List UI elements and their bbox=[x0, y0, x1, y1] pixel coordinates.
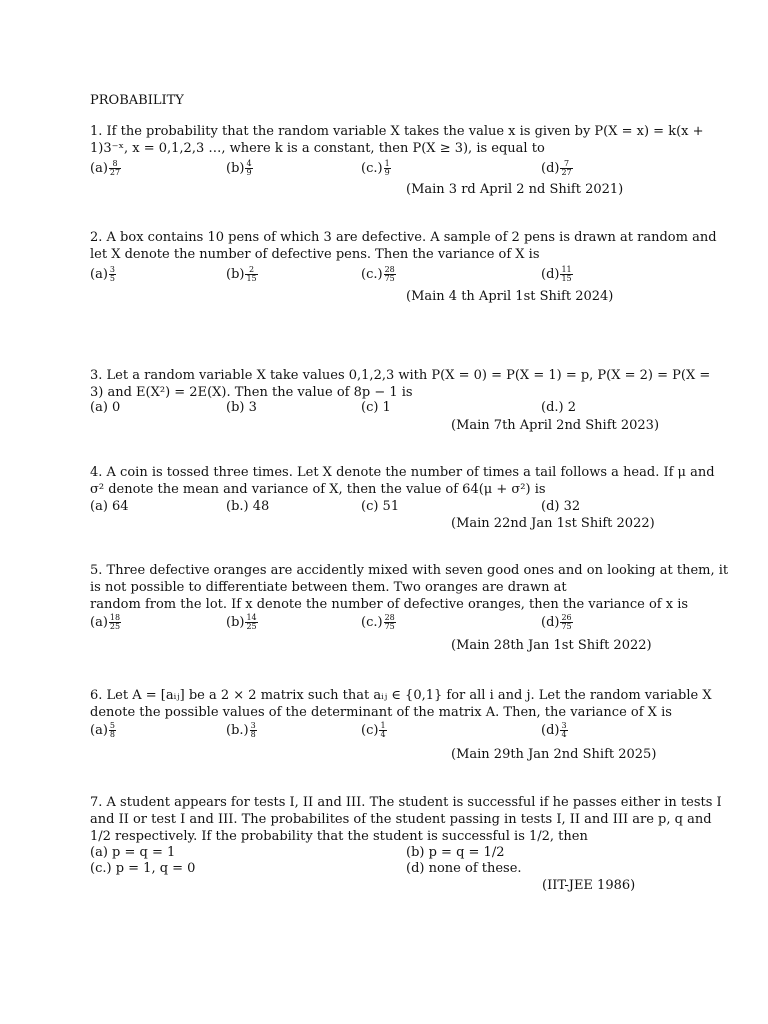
option-label: (c) 51 bbox=[361, 499, 400, 514]
option-label: (b) bbox=[226, 267, 245, 282]
question-1-source: (Main 3 rd April 2 nd Shift 2021) bbox=[406, 182, 624, 197]
question-3-option bbox=[90, 400, 120, 416]
fraction-denominator: 75 bbox=[561, 622, 572, 631]
fraction-denominator: 75 bbox=[384, 274, 395, 283]
option-label: (c) 1 bbox=[361, 400, 391, 415]
question-7-option bbox=[90, 861, 195, 877]
option-label: (a) bbox=[90, 267, 108, 282]
question-2-text-line: let X denote the number of defective pens. Then the variance of X is bbox=[90, 247, 540, 262]
fraction-numerator: 1 bbox=[384, 159, 390, 168]
question-3-text-line: 3) and E(X²) = 2E(X). Then the value of 8p − 1 is bbox=[90, 385, 413, 400]
question-4-option bbox=[361, 499, 399, 515]
option-fraction bbox=[245, 266, 257, 283]
fraction-denominator: 9 bbox=[246, 168, 252, 177]
fraction-denominator: 25 bbox=[246, 622, 257, 631]
fraction-denominator: 4 bbox=[561, 730, 567, 739]
question-4-source: (Main 22nd Jan 1st Shift 2022) bbox=[451, 516, 655, 531]
question-2-option bbox=[541, 266, 573, 283]
fraction-denominator: 27 bbox=[561, 168, 572, 177]
option-fraction bbox=[560, 160, 572, 177]
question-4-text-line: 4. A coin is tossed three times. Let X denote the number of times a tail follows a head. If μ and bbox=[90, 465, 715, 480]
option-fraction bbox=[384, 266, 396, 283]
option-fraction bbox=[245, 160, 252, 177]
option-fraction bbox=[560, 722, 567, 739]
option-fraction bbox=[109, 160, 121, 177]
option-label: (c.) p = 1, q = 0 bbox=[90, 861, 196, 876]
option-label: (a) p = q = 1 bbox=[90, 845, 176, 860]
question-1-text-line: 1. If the probability that the random variable X takes the value x is given by P(X = x) = k(x + bbox=[90, 124, 704, 139]
option-fraction bbox=[560, 266, 572, 283]
question-7-text-line: and II or test I and III. The probabilites of the student passing in tests I, II and III are p, q and bbox=[90, 812, 712, 827]
fraction-numerator: 4 bbox=[246, 159, 252, 168]
option-label: (d) bbox=[541, 267, 560, 282]
option-label: (d) 32 bbox=[541, 499, 581, 514]
option-label: (b.) bbox=[226, 723, 249, 738]
option-label: (c.) bbox=[361, 615, 383, 630]
fraction-numerator: 7 bbox=[560, 160, 572, 169]
fraction-numerator: 3 bbox=[561, 721, 567, 730]
option-fraction bbox=[250, 722, 257, 739]
question-1-option bbox=[226, 160, 253, 177]
option-label: (d) bbox=[541, 161, 560, 176]
question-3-source: (Main 7th April 2nd Shift 2023) bbox=[451, 418, 660, 433]
fraction-denominator: 5 bbox=[109, 274, 115, 283]
question-1-option bbox=[541, 160, 573, 177]
question-4-option bbox=[541, 499, 580, 515]
fraction-numerator: 28 bbox=[384, 613, 395, 622]
option-label: (b) p = q = 1/2 bbox=[406, 845, 505, 860]
question-6-option bbox=[541, 722, 568, 739]
fraction-numerator: 28 bbox=[384, 265, 395, 274]
option-fraction bbox=[109, 266, 116, 283]
option-fraction bbox=[560, 614, 572, 631]
question-2-option bbox=[226, 266, 258, 283]
option-fraction bbox=[379, 722, 386, 739]
option-label: (b) bbox=[226, 161, 245, 176]
option-label: (d.) 2 bbox=[541, 400, 577, 415]
question-1-option bbox=[361, 160, 391, 177]
page-title: PROBABILITY bbox=[90, 93, 184, 108]
question-4-option bbox=[226, 499, 269, 515]
question-6-text-line: 6. Let A = [aᵢⱼ] be a 2 × 2 matrix such that aᵢⱼ ∈ {0,1} for all i and j. Let the random variable X bbox=[90, 688, 712, 703]
option-fraction bbox=[245, 614, 257, 631]
fraction-numerator: 1 bbox=[380, 721, 386, 730]
question-4-text-line: σ² denote the mean and variance of X, then the value of 64(μ + σ²) is bbox=[90, 482, 546, 497]
question-1-text-line: 1)3⁻ˣ, x = 0,1,2,3 …, where k is a constant, then P(X ≥ 3), is equal to bbox=[90, 141, 545, 156]
fraction-denominator: 25 bbox=[109, 622, 121, 631]
question-3-option bbox=[541, 400, 576, 416]
option-fraction bbox=[384, 160, 391, 177]
fraction-numerator: 14 bbox=[246, 613, 257, 622]
question-5-text-line: random from the lot. If x denote the number of defective oranges, then the variance of x is bbox=[90, 597, 689, 612]
option-fraction bbox=[109, 722, 116, 739]
question-5-source: (Main 28th Jan 1st Shift 2022) bbox=[451, 638, 652, 653]
fraction-numerator: 3 bbox=[250, 721, 256, 730]
question-6-option bbox=[90, 722, 116, 739]
fraction-numerator: 2 bbox=[245, 266, 257, 275]
option-label: (a) bbox=[90, 723, 108, 738]
fraction-denominator: 8 bbox=[109, 730, 115, 739]
option-label: (d) bbox=[541, 723, 560, 738]
question-2-option bbox=[90, 266, 116, 283]
question-5-text-line: 5. Three defective oranges are accidently mixed with seven good ones and on looking at them, it bbox=[90, 563, 729, 578]
fraction-numerator: 26 bbox=[561, 613, 572, 622]
option-label: (d) none of these. bbox=[406, 861, 522, 876]
option-label: (b) bbox=[226, 615, 245, 630]
option-label: (c.) bbox=[361, 267, 383, 282]
question-7-text-line: 7. A student appears for tests I, II and III. The student is successful if he passes either in tests I bbox=[90, 795, 722, 810]
question-5-option bbox=[90, 614, 121, 631]
question-7-text-line: 1/2 respectively. If the probability that the student is successful is 1/2, then bbox=[90, 829, 588, 844]
fraction-numerator: 11 bbox=[561, 265, 572, 274]
option-label: (a) bbox=[90, 615, 108, 630]
fraction-denominator: 15 bbox=[246, 274, 257, 283]
option-label: (a) 0 bbox=[90, 400, 121, 415]
fraction-denominator: 27 bbox=[109, 168, 121, 177]
question-1-option bbox=[90, 160, 121, 177]
question-5-option bbox=[361, 614, 396, 631]
option-fraction bbox=[384, 614, 396, 631]
fraction-numerator: 3 bbox=[109, 265, 115, 274]
option-fraction bbox=[109, 614, 121, 631]
option-label: (a) bbox=[90, 161, 108, 176]
question-2-option bbox=[361, 266, 396, 283]
fraction-denominator: 4 bbox=[380, 730, 386, 739]
fraction-numerator: 18 bbox=[109, 613, 121, 622]
question-7-option bbox=[90, 845, 175, 861]
fraction-denominator: 8 bbox=[250, 730, 256, 739]
question-7-option bbox=[406, 861, 522, 877]
question-5-option bbox=[226, 614, 258, 631]
question-3-option bbox=[361, 400, 391, 416]
question-6-source: (Main 29th Jan 2nd Shift 2025) bbox=[451, 747, 657, 762]
question-2-source: (Main 4 th April 1st Shift 2024) bbox=[406, 289, 614, 304]
question-6-text-line: denote the possible values of the determinant of the matrix A. Then, the variance of X is bbox=[90, 705, 672, 720]
fraction-denominator: 75 bbox=[384, 622, 395, 631]
option-label: (b.) 48 bbox=[226, 499, 270, 514]
option-label: (d) bbox=[541, 615, 560, 630]
option-label: (a) 64 bbox=[90, 499, 129, 514]
question-2-text-line: 2. A box contains 10 pens of which 3 are defective. A sample of 2 pens is drawn at random and bbox=[90, 230, 717, 245]
option-label: (c.) bbox=[361, 161, 383, 176]
fraction-denominator: 15 bbox=[561, 274, 572, 283]
question-5-text-line: is not possible to differentiate between them. Two oranges are drawn at bbox=[90, 580, 567, 595]
question-3-text-line: 3. Let a random variable X take values 0,1,2,3 with P(X = 0) = P(X = 1) = p, P(X = 2) = P(X = bbox=[90, 368, 711, 383]
option-label: (b) 3 bbox=[226, 400, 257, 415]
fraction-numerator: 5 bbox=[109, 721, 115, 730]
question-7-option bbox=[406, 845, 504, 861]
question-7-source: (IIT-JEE 1986) bbox=[542, 878, 636, 893]
question-3-option bbox=[226, 400, 257, 416]
question-6-option bbox=[361, 722, 387, 739]
question-5-option bbox=[541, 614, 573, 631]
fraction-denominator: 9 bbox=[384, 168, 390, 177]
question-4-option bbox=[90, 499, 129, 515]
option-label: (c) bbox=[361, 723, 379, 738]
question-6-option bbox=[226, 722, 257, 739]
fraction-numerator: 8 bbox=[109, 160, 121, 169]
